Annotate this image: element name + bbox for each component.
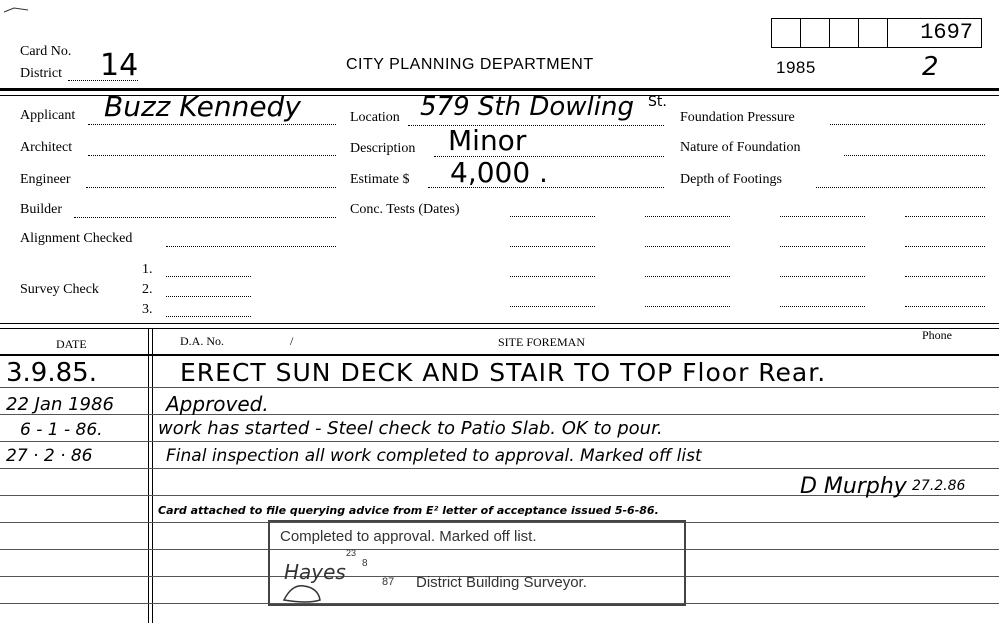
- da-no-header: D.A. No.: [180, 334, 224, 348]
- stamp-line-1: Completed to approval. Marked off list.: [280, 528, 537, 545]
- conc-line-3: [780, 216, 865, 217]
- stamp-line-2: District Building Surveyor.: [416, 574, 587, 591]
- log-line-3: [0, 441, 999, 442]
- conc-line-9: [510, 276, 595, 277]
- estimate-value: 4,000 .: [450, 156, 548, 189]
- conc-tests-label: Conc. Tests (Dates): [350, 202, 460, 217]
- stamp-seal-mark: [280, 580, 326, 606]
- number-box-3: [829, 18, 859, 48]
- stamp-year-mark: 87: [382, 576, 395, 588]
- inspector-signature: D Murphy: [800, 474, 907, 499]
- log-rule-top-1: [0, 323, 999, 324]
- file-note: Card attached to file querying advice from E² letter of acceptance issued 5-6-86.: [158, 504, 659, 517]
- builder-line: [74, 217, 336, 218]
- survey-line-1: [166, 276, 251, 277]
- description-label: Description: [350, 141, 416, 156]
- applicant-line: [88, 124, 336, 125]
- log-header-rule: [0, 354, 999, 356]
- entry-date-4: 27 · 2 · 86: [6, 446, 93, 466]
- corner-mark: [2, 2, 32, 16]
- location-suffix: St.: [648, 94, 667, 110]
- engineer-line: [86, 187, 336, 188]
- stamp-signature: Hayes: [284, 560, 346, 584]
- log-col-rule-1: [148, 328, 149, 623]
- description-value: Minor: [448, 124, 527, 157]
- log-line-2: [0, 414, 999, 415]
- entry-date-3: 6 - 1 - 86.: [20, 420, 103, 440]
- completion-stamp: [268, 520, 686, 606]
- nature-line: [844, 155, 985, 156]
- survey-line-2: [166, 296, 251, 297]
- card-year: 1985: [776, 58, 816, 77]
- conc-line-6: [645, 246, 730, 247]
- da-slash: /: [290, 334, 294, 348]
- number-box-1: [771, 18, 801, 48]
- phone-header: Phone: [922, 328, 952, 342]
- number-box-2: [800, 18, 830, 48]
- conc-line-2: [645, 216, 730, 217]
- conc-line-14: [645, 306, 730, 307]
- estimate-label: Estimate $: [350, 172, 410, 187]
- date-header: DATE: [56, 337, 87, 351]
- conc-line-11: [780, 276, 865, 277]
- survey-line-3: [166, 316, 251, 317]
- conc-line-13: [510, 306, 595, 307]
- architect-label: Architect: [20, 140, 73, 155]
- depth-line: [816, 187, 985, 188]
- builder-label: Builder: [20, 202, 62, 217]
- entry-text-1: ERECT SUN DECK AND STAIR TO TOP Floor Rear.: [180, 358, 827, 387]
- survey-check-label: Survey Check: [20, 282, 99, 297]
- log-line-4: [0, 468, 999, 469]
- location-line: [408, 125, 664, 126]
- applicant-value: Buzz Kennedy: [104, 90, 301, 123]
- conc-line-4: [905, 216, 985, 217]
- entry-date-2: 22 Jan 1986: [6, 394, 114, 415]
- alignment-line: [166, 246, 336, 247]
- card-number: 1697: [920, 20, 973, 45]
- foundation-pressure-label: Foundation Pressure: [680, 110, 795, 125]
- engineer-label: Engineer: [20, 172, 71, 187]
- log-rule-top-2: [0, 328, 999, 329]
- district-value: 14: [100, 48, 139, 83]
- foundation-pressure-line: [830, 124, 985, 125]
- architect-line: [88, 155, 336, 156]
- number-box-main: [887, 18, 982, 48]
- card-number-note: 2: [922, 52, 939, 82]
- nature-of-foundation-label: Nature of Foundation: [680, 140, 801, 155]
- depth-of-footings-label: Depth of Footings: [680, 172, 782, 187]
- stamp-superscript: 23: [346, 548, 357, 558]
- conc-line-1: [510, 216, 595, 217]
- department-title: CITY PLANNING DEPARTMENT: [346, 56, 594, 73]
- signature-date: 27.2.86: [912, 478, 966, 494]
- entry-text-2: Approved.: [166, 392, 269, 416]
- card-no-label: Card No.: [20, 44, 72, 59]
- log-line-1: [0, 387, 999, 388]
- survey-num-2: 2.: [142, 282, 153, 297]
- entry-text-3: work has started - Steel check to Patio Slab. OK to pour.: [158, 418, 663, 439]
- entry-text-4: Final inspection all work completed to approval. Marked off list: [166, 446, 702, 466]
- site-foreman-header: SITE FOREMAN: [498, 335, 586, 349]
- log-col-rule-2: [152, 328, 153, 623]
- conc-line-15: [780, 306, 865, 307]
- location-value: 579 Sth Dowling: [420, 92, 634, 122]
- conc-line-7: [780, 246, 865, 247]
- conc-line-10: [645, 276, 730, 277]
- applicant-label: Applicant: [20, 108, 76, 123]
- survey-num-1: 1.: [142, 262, 153, 277]
- conc-line-12: [905, 276, 985, 277]
- conc-line-8: [905, 246, 985, 247]
- location-label: Location: [350, 110, 400, 125]
- number-box-4: [858, 18, 888, 48]
- district-label: District: [20, 66, 62, 81]
- survey-num-3: 3.: [142, 302, 153, 317]
- conc-line-5: [510, 246, 595, 247]
- stamp-date-mark: 8: [362, 558, 368, 569]
- conc-line-16: [905, 306, 985, 307]
- entry-date-1: 3.9.85.: [6, 358, 97, 388]
- alignment-label: Alignment Checked: [20, 231, 133, 246]
